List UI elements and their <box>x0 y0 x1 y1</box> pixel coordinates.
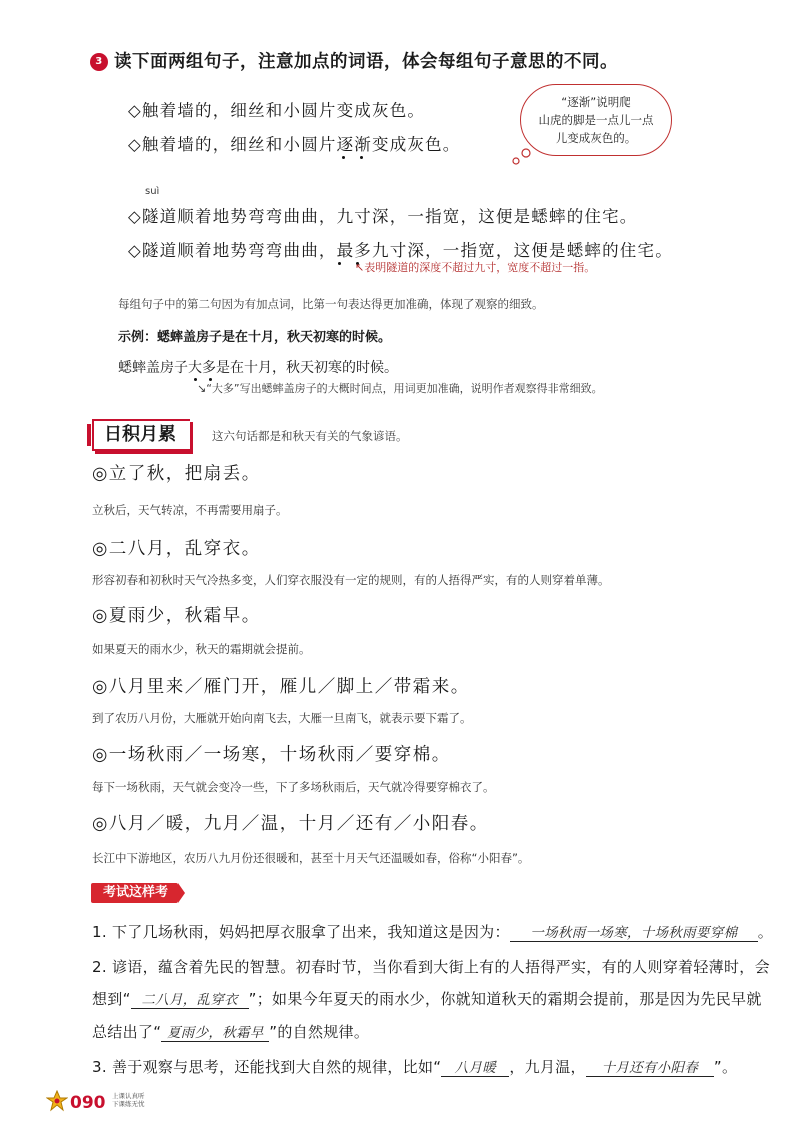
exam-q1-text: 1. 下了几场秋雨，妈妈把厚衣服拿了出来，我知道这是因为： <box>92 923 510 941</box>
mascot-icon <box>46 1090 68 1112</box>
exam-q2-text-3: 总结出了“ <box>92 1023 162 1041</box>
section-note: 这六句话都是和秋天有关的气象谚语。 <box>212 429 408 443</box>
emphasis-dot <box>342 156 345 159</box>
proverb-1-explain: 立秋后，天气转凉，不再需要用扇子。 <box>92 503 288 517</box>
section-title: 日积月累 <box>92 419 190 451</box>
page-number: 090 <box>70 1093 106 1113</box>
example-note-text: “大多”写出蟋蟀盖房子的大概时间点，用词更加准确，说明作者观察得非常细致。 <box>206 382 603 395</box>
emphasis-dot <box>338 262 341 265</box>
exam-q2-answer-2: 夏雨少，秋霜早 <box>161 1021 269 1042</box>
proverb-4-explain: 到了农历八月份，大雁就开始向南飞去，大雁一旦南飞，就表示要下霜了。 <box>92 711 472 725</box>
example-answer: 蟋蟀盖房子大多是在十月，秋天初寒的时候。 <box>118 360 398 376</box>
exam-q3-answer-2: 十月还有小阳春 <box>586 1056 714 1077</box>
annotation-bubble <box>520 84 672 156</box>
example-note: ↘“大多”写出蟋蟀盖房子的大概时间点，用词更加准确，说明作者观察得非常细致。 <box>197 382 603 395</box>
group2-sentence-2: ◇隧道顺着地势弯弯曲曲，最多九寸深，一指宽，这便是蟋蟀的住宅。 <box>128 241 673 260</box>
exam-q3-answer-1: 八月暖 <box>441 1056 509 1077</box>
exam-q3 <box>92 1056 737 1077</box>
group2-note: ↖表明隧道的深度不超过九寸，宽度不超过一指。 <box>355 261 596 274</box>
exam-q1-answer: 一场秋雨一场寒，十场秋雨要穿棉 <box>510 921 758 942</box>
proverb-2: ◎二八月，乱穿衣。 <box>92 539 261 559</box>
exam-q2-line3 <box>92 1021 369 1042</box>
example-label: 示例：蟋蟀盖房子是在十月，秋天初寒的时候。 <box>118 330 392 345</box>
bubble-line: 山虎的脚是一点儿一点 <box>538 113 654 127</box>
proverb-6-explain: 长江中下游地区，农历八九月份还很暖和，甚至十月天气还温暖如春，俗称“小阳春”。 <box>92 851 530 865</box>
exam-q3-end: ”。 <box>713 1058 738 1076</box>
question-number-icon: 3 <box>90 53 108 71</box>
proverb-3: ◎夏雨少，秋霜早。 <box>92 606 261 626</box>
question-title-text: 读下面两组句子，注意加点的词语，体会每组句子意思的不同。 <box>114 52 618 72</box>
footer-slogan-line: 下课练无忧 <box>112 1100 145 1108</box>
footer-slogan-line: 上课认真听 <box>112 1092 145 1100</box>
proverb-1: ◎立了秋，把扇丢。 <box>92 464 261 484</box>
proverb-2-explain: 形容初春和初秋时天气冷热多变，人们穿衣服没有一定的规则，有的人捂得严实，有的人则穿着单薄。 <box>92 573 610 587</box>
exam-q2-text-2: ”；如果今年夏天的雨水少，你就知道秋天的霜期会提前，那是因为先民早就 <box>248 990 762 1008</box>
emphasis-dot <box>360 156 363 159</box>
group2-sentence-1: ◇隧道顺着地势弯弯曲曲，九寸深，一指宽，这便是蟋蟀的住宅。 <box>128 207 638 226</box>
proverb-5-explain: 每下一场秋雨，天气就会变冷一些，下了多场秋雨后，天气就冷得要穿棉衣了。 <box>92 780 495 794</box>
exam-q2-text: 想到“ <box>92 990 131 1008</box>
pinyin-annotation: suì <box>145 186 160 197</box>
proverb-6: ◎八月／暖，九月／温，十月／还有／小阳春。 <box>92 814 489 834</box>
proverb-5: ◎一场秋雨／一场寒，十场秋雨／要穿棉。 <box>92 745 451 765</box>
question-title <box>90 48 618 73</box>
group1-sentence-1: ◇触着墙的，细丝和小圆片变成灰色。 <box>128 101 426 120</box>
proverb-3-explain: 如果夏天的雨水少，秋天的霜期就会提前。 <box>92 642 311 656</box>
exam-q2-text-4: ”的自然规律。 <box>269 1023 370 1041</box>
exam-tag: 考试这样考 <box>91 883 178 903</box>
exam-q2-line1: 2. 谚语，蕴含着先民的智慧。初春时节，当你看到大街上有的人捂得严实，有的人则穿着轻薄时，会 <box>92 958 770 976</box>
exam-q2-answer-1: 二八月，乱穿衣 <box>131 988 249 1009</box>
bubble-line: 儿变成灰色的。 <box>555 131 637 145</box>
bubble-tail-icon <box>508 148 534 168</box>
bubble-line: “逐渐”说明爬 <box>561 95 631 109</box>
footer-slogan <box>112 1092 145 1108</box>
proverb-4: ◎八月里来／雁门开，雁儿／脚上／带霜来。 <box>92 677 470 697</box>
exam-q3-text-2: ，九月温， <box>509 1058 586 1076</box>
exam-q1 <box>92 921 773 942</box>
summary-note: 每组句子中的第二句因为有加点词，比第一句表达得更加准确，体现了观察的细致。 <box>118 297 544 311</box>
group2-note-text: 表明隧道的深度不超过九寸，宽度不超过一指。 <box>364 261 596 274</box>
exam-q2-line2 <box>92 988 800 1009</box>
group1-sentence-2: ◇触着墙的，细丝和小圆片逐渐变成灰色。 <box>128 135 461 154</box>
exam-q3-text: 3. 善于观察与思考，还能找到大自然的规律，比如“ <box>92 1058 442 1076</box>
exam-q1-end: 。 <box>757 923 774 941</box>
